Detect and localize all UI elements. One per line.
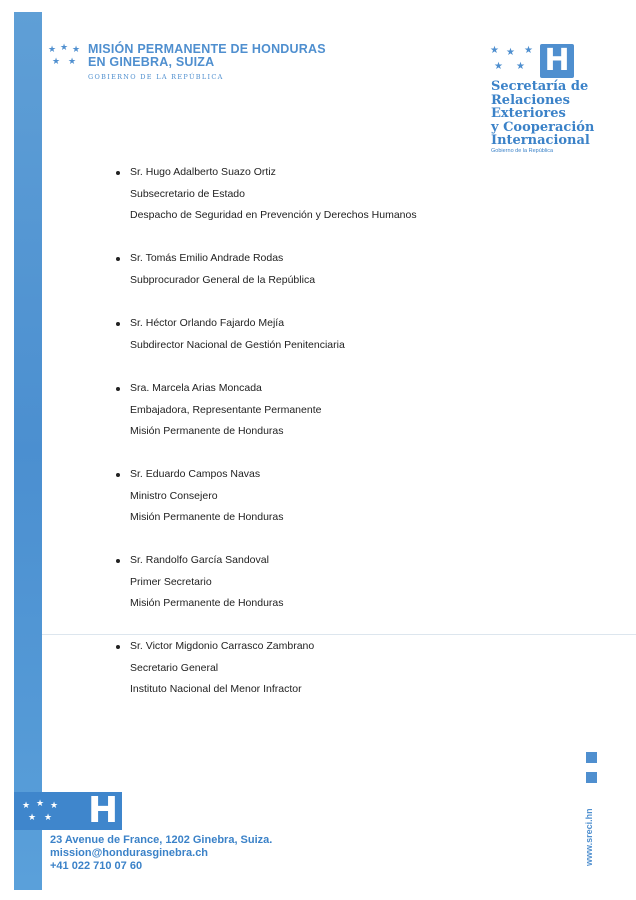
person-name: Sr. Hugo Adalberto Suazo Ortiz <box>130 166 276 178</box>
person-org: Misión Permanente de Honduras <box>130 425 284 437</box>
person-name: Sr. Tomás Emilio Andrade Rodas <box>130 252 284 264</box>
sre-name: Secretaría de Relaciones Exteriores y Cooperación Internacional <box>491 79 595 148</box>
mission-title: MISIÓN PERMANENTE DE HONDURAS EN GINEBRA, SUIZA <box>88 42 326 69</box>
bullet-icon <box>116 559 120 563</box>
sre-subtitle: Gobierno de la República <box>491 148 554 154</box>
sre-h-logo: H <box>540 44 574 78</box>
footer-email[interactable]: mission@hondurasginebra.ch <box>50 847 209 859</box>
sre-stars-icon: ★ ★ ★ ★ ★ <box>490 45 533 72</box>
list-item <box>130 636 550 701</box>
footer-stars-icon: ★ ★ ★ ★ ★ <box>22 798 59 822</box>
person-org: Misión Permanente de Honduras <box>130 511 284 523</box>
footer-h-logo: H <box>88 790 119 831</box>
list-item <box>130 162 550 227</box>
person-title: Embajadora, Representante Permanente <box>130 403 322 416</box>
mission-subtitle: GOBIERNO DE LA REPÚBLICA <box>88 73 224 81</box>
person-name: Sr. Eduardo Campos Navas <box>130 468 261 480</box>
person-org: Misión Permanente de Honduras <box>130 597 284 609</box>
list-item <box>130 550 550 615</box>
square-icon <box>586 752 597 763</box>
mission-stars-icon: ★ ★ ★ ★ ★ <box>48 42 81 66</box>
person-title: Ministro Consejero <box>130 489 218 502</box>
person-title: Subprocurador General de la República <box>130 273 316 286</box>
person-name: Sr. Victor Migdonio Carrasco Zambrano <box>130 640 315 652</box>
website-link[interactable]: www.sreci.hn <box>584 808 594 866</box>
person-name: Sr. Héctor Orlando Fajardo Mejía <box>130 317 285 329</box>
footer-address: 23 Avenue de France, 1202 Ginebra, Suiza. <box>50 834 273 846</box>
bullet-icon <box>116 257 120 261</box>
person-org: Despacho de Seguridad en Prevención y Derechos Humanos <box>130 209 417 221</box>
person-title: Secretario General <box>130 661 219 674</box>
list-item <box>130 248 550 291</box>
square-icon <box>586 772 597 783</box>
list-item <box>130 378 550 443</box>
person-title: Subsecretario de Estado <box>130 187 245 200</box>
bullet-icon <box>116 645 120 649</box>
person-title: Subdirector Nacional de Gestión Penitenciaria <box>130 338 345 351</box>
footer-contact <box>50 834 350 873</box>
fold-line <box>42 634 636 635</box>
bullet-icon <box>116 387 120 391</box>
person-title: Primer Secretario <box>130 575 212 588</box>
list-item <box>130 313 550 356</box>
person-org: Instituto Nacional del Menor Infractor <box>130 683 302 695</box>
sidebar-stripe <box>14 12 42 890</box>
bullet-icon <box>116 473 120 477</box>
person-name: Sr. Randolfo García Sandoval <box>130 554 269 566</box>
person-name: Sra. Marcela Arias Moncada <box>130 382 262 394</box>
list-item <box>130 464 550 529</box>
bullet-icon <box>116 171 120 175</box>
bullet-icon <box>116 322 120 326</box>
footer-phone: +41 022 710 07 60 <box>50 860 143 872</box>
